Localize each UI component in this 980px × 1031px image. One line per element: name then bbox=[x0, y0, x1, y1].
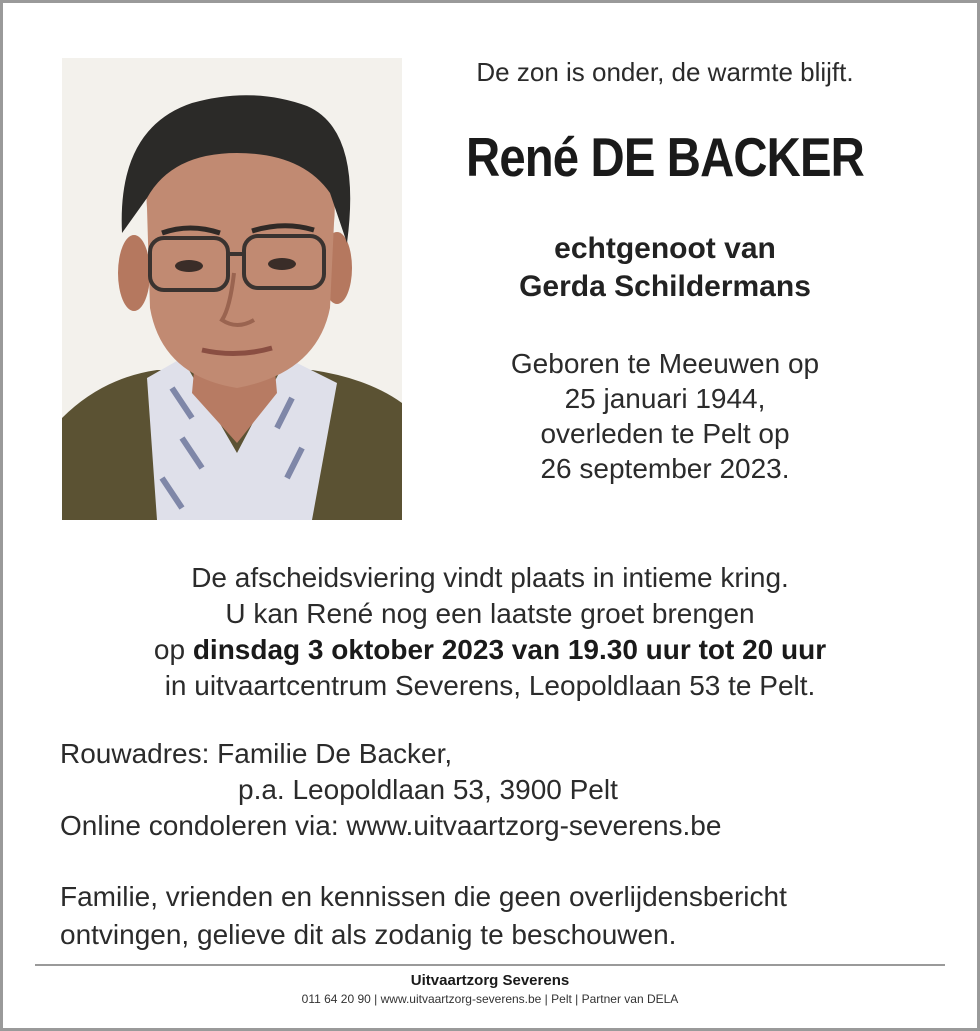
footer-contact: 011 64 20 90 | www.uitvaartzorg-severens.be | Pelt | Partner van DELA bbox=[301, 992, 679, 1006]
motto: De zon is onder, de warmte blijft. bbox=[476, 57, 854, 87]
notice-line-1: Familie, vrienden en kennissen die geen overlijdensbericht bbox=[60, 881, 787, 912]
address-block bbox=[60, 736, 940, 844]
death-place: overleden te Pelt op bbox=[540, 418, 790, 449]
birth-place: Geboren te Meeuwen op bbox=[510, 348, 820, 379]
ceremony-datetime: dinsdag 3 oktober 2023 van 19.30 uur tot 20 uur bbox=[192, 634, 827, 665]
ceremony-line-2: U kan René nog een laatste groet brengen bbox=[225, 598, 755, 629]
ceremony-line-3 bbox=[40, 632, 940, 668]
spouse-name: Gerda Schildermans bbox=[519, 270, 811, 303]
mourning-address: Rouwadres: Familie De Backer, bbox=[60, 738, 453, 769]
ceremony-line-1: De afscheidsviering vindt plaats in intieme kring. bbox=[191, 562, 789, 593]
notice-block bbox=[60, 878, 940, 954]
ceremony-line-4: in uitvaartcentrum Severens, Leopoldlaan 53 te Pelt. bbox=[164, 670, 816, 701]
spouse-block bbox=[410, 230, 920, 306]
death-date: 26 september 2023. bbox=[540, 453, 790, 484]
footer-divider bbox=[35, 964, 945, 966]
birth-date: 25 januari 1944, bbox=[564, 383, 766, 414]
footer-company: Uitvaartzorg Severens bbox=[410, 972, 570, 989]
notice-line-2: ontvingen, gelieve dit als zodanig te beschouwen. bbox=[60, 919, 677, 950]
ceremony-prefix: op bbox=[153, 634, 193, 665]
portrait-photo bbox=[62, 58, 402, 520]
mourning-address-street: p.a. Leopoldlaan 53, 3900 Pelt bbox=[238, 774, 618, 805]
birth-death-block bbox=[410, 346, 920, 486]
ceremony-block bbox=[40, 560, 940, 704]
spouse-relation: echtgenoot van bbox=[554, 232, 776, 265]
online-condolence: Online condoleren via: www.uitvaartzorg-severens.be bbox=[60, 810, 722, 841]
deceased-name: René DE BACKER bbox=[466, 126, 864, 188]
